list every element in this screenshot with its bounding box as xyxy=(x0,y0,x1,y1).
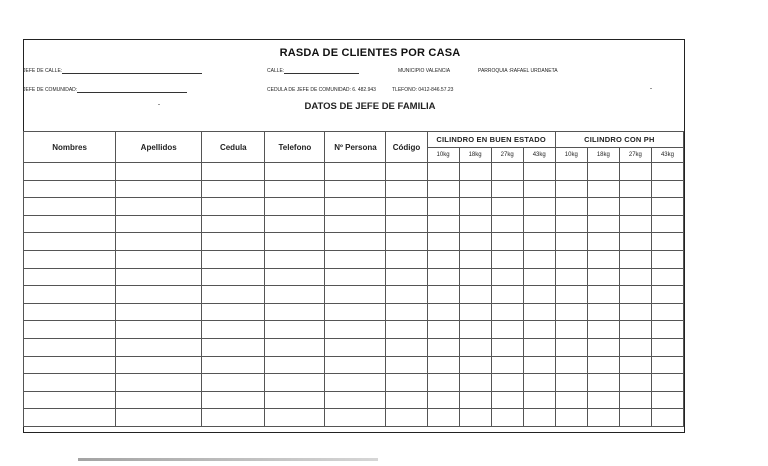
table-cell[interactable] xyxy=(619,233,651,251)
table-cell[interactable] xyxy=(386,409,427,427)
table-cell[interactable] xyxy=(491,180,523,198)
table-row xyxy=(24,163,684,181)
table-cell[interactable] xyxy=(325,233,386,251)
table-cell[interactable] xyxy=(555,374,587,392)
table-cell[interactable] xyxy=(116,303,202,321)
table-cell[interactable] xyxy=(555,303,587,321)
table-row xyxy=(24,215,684,233)
table-cell[interactable] xyxy=(523,250,555,268)
table-cell[interactable] xyxy=(523,391,555,409)
table-cell[interactable] xyxy=(651,391,683,409)
table-cell[interactable] xyxy=(587,409,619,427)
table-cell[interactable] xyxy=(587,303,619,321)
table-row xyxy=(24,321,684,339)
table-cell[interactable] xyxy=(386,338,427,356)
table-cell[interactable] xyxy=(116,268,202,286)
table-cell[interactable] xyxy=(265,321,325,339)
table-cell[interactable] xyxy=(265,250,325,268)
unit-18kg: 18kg xyxy=(459,148,491,163)
table-cell[interactable] xyxy=(651,233,683,251)
table-cell[interactable] xyxy=(523,215,555,233)
col-nombres: Nombres xyxy=(24,132,116,163)
table-cell[interactable] xyxy=(587,374,619,392)
table-cell[interactable] xyxy=(325,198,386,216)
table-cell[interactable] xyxy=(587,180,619,198)
table-cell[interactable] xyxy=(386,233,427,251)
table-cell[interactable] xyxy=(116,286,202,304)
table-cell[interactable] xyxy=(116,215,202,233)
table-body xyxy=(24,163,684,427)
table-row xyxy=(24,303,684,321)
table-cell[interactable] xyxy=(491,163,523,181)
table-cell[interactable] xyxy=(325,215,386,233)
table-cell[interactable] xyxy=(651,180,683,198)
table-cell[interactable] xyxy=(386,268,427,286)
table-cell[interactable] xyxy=(265,303,325,321)
col-n-persona: Nº Persona xyxy=(325,132,386,163)
unit-43kg: 43kg xyxy=(651,148,683,163)
table-cell[interactable] xyxy=(265,409,325,427)
table-cell[interactable] xyxy=(202,321,265,339)
table-cell[interactable] xyxy=(459,321,491,339)
table-cell[interactable] xyxy=(523,303,555,321)
table-cell[interactable] xyxy=(651,356,683,374)
table-cell[interactable] xyxy=(651,286,683,304)
table-cell[interactable] xyxy=(325,374,386,392)
table-cell[interactable] xyxy=(587,198,619,216)
table-cell[interactable] xyxy=(202,303,265,321)
scan-speck xyxy=(650,88,652,89)
table-cell[interactable] xyxy=(427,321,459,339)
table-cell[interactable] xyxy=(523,286,555,304)
table-cell[interactable] xyxy=(325,356,386,374)
col-telefono: Telefono xyxy=(265,132,325,163)
table-cell[interactable] xyxy=(427,268,459,286)
table-cell[interactable] xyxy=(491,268,523,286)
clients-table xyxy=(23,131,684,427)
table-cell[interactable] xyxy=(325,286,386,304)
table-cell[interactable] xyxy=(555,268,587,286)
table-cell[interactable] xyxy=(265,391,325,409)
table-cell[interactable] xyxy=(116,180,202,198)
table-cell[interactable] xyxy=(116,321,202,339)
table-cell[interactable] xyxy=(325,391,386,409)
col-codigo: Código xyxy=(386,132,427,163)
table-row xyxy=(24,233,684,251)
telefono-text: TLEFONO: 0412-846.57.23 xyxy=(392,87,454,93)
table-cell[interactable] xyxy=(386,180,427,198)
table-cell[interactable] xyxy=(202,198,265,216)
table-cell[interactable] xyxy=(619,303,651,321)
table-cell[interactable] xyxy=(651,374,683,392)
table-cell[interactable] xyxy=(427,250,459,268)
table-row xyxy=(24,338,684,356)
unit-27kg: 27kg xyxy=(619,148,651,163)
table-cell[interactable] xyxy=(491,356,523,374)
table-cell[interactable] xyxy=(459,163,491,181)
table-cell[interactable] xyxy=(325,338,386,356)
calle-label: CALLE: xyxy=(267,68,285,74)
table-cell[interactable] xyxy=(116,409,202,427)
table-cell[interactable] xyxy=(619,215,651,233)
table-cell[interactable] xyxy=(555,250,587,268)
table-cell[interactable] xyxy=(427,374,459,392)
table-cell[interactable] xyxy=(427,409,459,427)
table-cell[interactable] xyxy=(651,198,683,216)
table-cell[interactable] xyxy=(587,163,619,181)
table-cell[interactable] xyxy=(24,391,116,409)
table-cell[interactable] xyxy=(459,374,491,392)
table-cell[interactable] xyxy=(459,409,491,427)
table-cell[interactable] xyxy=(265,163,325,181)
table-cell[interactable] xyxy=(491,409,523,427)
table-cell[interactable] xyxy=(555,321,587,339)
table-cell[interactable] xyxy=(587,356,619,374)
group-cilindro-con-ph: CILINDRO CON PH xyxy=(555,132,683,148)
table-cell[interactable] xyxy=(265,286,325,304)
table-cell[interactable] xyxy=(523,198,555,216)
table-cell[interactable] xyxy=(202,268,265,286)
table-cell[interactable] xyxy=(459,286,491,304)
table-cell[interactable] xyxy=(523,233,555,251)
form-title: RASDA DE CLIENTES POR CASA xyxy=(279,47,461,59)
table-cell[interactable] xyxy=(265,268,325,286)
table-cell[interactable] xyxy=(427,180,459,198)
table-cell[interactable] xyxy=(427,163,459,181)
table-cell[interactable] xyxy=(265,356,325,374)
table-cell[interactable] xyxy=(24,321,116,339)
table-cell[interactable] xyxy=(386,286,427,304)
table-cell[interactable] xyxy=(265,198,325,216)
header-row-groups xyxy=(24,132,684,148)
table-cell[interactable] xyxy=(427,338,459,356)
parroquia-text: PARROQUIA :RAFAEL URDANETA xyxy=(478,68,558,74)
table-cell[interactable] xyxy=(491,233,523,251)
jefe-calle-blank[interactable] xyxy=(62,68,202,74)
table-cell[interactable] xyxy=(427,391,459,409)
table-cell[interactable] xyxy=(325,321,386,339)
table-row xyxy=(24,356,684,374)
table-cell[interactable] xyxy=(555,409,587,427)
table-cell[interactable] xyxy=(619,250,651,268)
table-cell[interactable] xyxy=(202,286,265,304)
table-cell[interactable] xyxy=(523,338,555,356)
jefe-comunidad-label: JEFE DE COMUNIDAD: xyxy=(23,87,78,93)
table-cell[interactable] xyxy=(427,356,459,374)
table-cell[interactable] xyxy=(427,233,459,251)
table-cell[interactable] xyxy=(491,303,523,321)
table-cell[interactable] xyxy=(24,163,116,181)
table-cell[interactable] xyxy=(24,286,116,304)
table-cell[interactable] xyxy=(386,163,427,181)
jefe-comunidad-blank[interactable] xyxy=(77,87,187,93)
table-cell[interactable] xyxy=(619,286,651,304)
cedula-jefe-text: CEDULA DE JEFE DE COMUNIDAD: 6. 482.943 xyxy=(267,87,376,93)
table-cell[interactable] xyxy=(116,356,202,374)
table-cell[interactable] xyxy=(619,180,651,198)
calle-blank[interactable] xyxy=(284,68,359,74)
table-cell[interactable] xyxy=(587,391,619,409)
table-row xyxy=(24,391,684,409)
table-row xyxy=(24,374,684,392)
table-cell[interactable] xyxy=(265,233,325,251)
table-cell[interactable] xyxy=(325,250,386,268)
calle-field xyxy=(267,68,359,74)
table-cell[interactable] xyxy=(651,409,683,427)
table-cell[interactable] xyxy=(459,233,491,251)
table-cell[interactable] xyxy=(555,286,587,304)
table-cell[interactable] xyxy=(619,163,651,181)
table-cell[interactable] xyxy=(491,374,523,392)
table-cell[interactable] xyxy=(202,391,265,409)
scan-speck xyxy=(158,104,160,105)
table-cell[interactable] xyxy=(459,198,491,216)
table-cell[interactable] xyxy=(24,215,116,233)
table-cell[interactable] xyxy=(427,198,459,216)
section-subtitle: DATOS DE JEFE DE FAMILIA xyxy=(304,101,436,112)
table-cell[interactable] xyxy=(523,268,555,286)
table-cell[interactable] xyxy=(555,215,587,233)
unit-18kg: 18kg xyxy=(587,148,619,163)
table-cell[interactable] xyxy=(587,215,619,233)
table-cell[interactable] xyxy=(459,250,491,268)
table-cell[interactable] xyxy=(491,215,523,233)
table-cell[interactable] xyxy=(491,286,523,304)
table-cell[interactable] xyxy=(202,233,265,251)
table-cell[interactable] xyxy=(265,215,325,233)
table-cell[interactable] xyxy=(555,198,587,216)
table-cell[interactable] xyxy=(202,163,265,181)
table-row xyxy=(24,409,684,427)
table-cell[interactable] xyxy=(202,215,265,233)
table-cell[interactable] xyxy=(459,303,491,321)
table-cell[interactable] xyxy=(427,303,459,321)
table-row xyxy=(24,286,684,304)
table-cell[interactable] xyxy=(427,286,459,304)
table-cell[interactable] xyxy=(116,391,202,409)
table-cell[interactable] xyxy=(202,250,265,268)
table-cell[interactable] xyxy=(386,391,427,409)
table-cell[interactable] xyxy=(651,303,683,321)
table-cell[interactable] xyxy=(555,338,587,356)
unit-27kg: 27kg xyxy=(491,148,523,163)
table-cell[interactable] xyxy=(523,409,555,427)
table-cell[interactable] xyxy=(491,338,523,356)
table-cell[interactable] xyxy=(651,250,683,268)
table-cell[interactable] xyxy=(202,356,265,374)
table-cell[interactable] xyxy=(24,338,116,356)
table-cell[interactable] xyxy=(523,321,555,339)
unit-10kg: 10kg xyxy=(427,148,459,163)
municipio-text: MUNICIPIO VALENCIA xyxy=(398,68,451,74)
table-cell[interactable] xyxy=(523,180,555,198)
table-cell[interactable] xyxy=(325,409,386,427)
table-cell[interactable] xyxy=(265,338,325,356)
table-cell[interactable] xyxy=(459,268,491,286)
group-cilindro-buen-estado: CILINDRO EN BUEN ESTADO xyxy=(427,132,555,148)
table-cell[interactable] xyxy=(491,391,523,409)
table-cell[interactable] xyxy=(459,356,491,374)
table-cell[interactable] xyxy=(523,356,555,374)
table-cell[interactable] xyxy=(202,338,265,356)
table-cell[interactable] xyxy=(265,180,325,198)
table-cell[interactable] xyxy=(427,215,459,233)
col-apellidos: Apellidos xyxy=(116,132,202,163)
table-cell[interactable] xyxy=(619,374,651,392)
table-cell[interactable] xyxy=(24,180,116,198)
table-cell[interactable] xyxy=(619,321,651,339)
table-cell[interactable] xyxy=(325,268,386,286)
table-cell[interactable] xyxy=(587,321,619,339)
table-cell[interactable] xyxy=(386,198,427,216)
table-cell[interactable] xyxy=(555,163,587,181)
table-cell[interactable] xyxy=(325,180,386,198)
table-cell[interactable] xyxy=(24,303,116,321)
table-cell[interactable] xyxy=(386,374,427,392)
table-cell[interactable] xyxy=(491,198,523,216)
table-cell[interactable] xyxy=(651,163,683,181)
table-cell[interactable] xyxy=(555,391,587,409)
table-cell[interactable] xyxy=(523,374,555,392)
table-cell[interactable] xyxy=(116,233,202,251)
scan-edge-mark xyxy=(78,458,378,461)
table-cell[interactable] xyxy=(386,250,427,268)
table-row xyxy=(24,268,684,286)
table-cell[interactable] xyxy=(619,391,651,409)
jefe-comunidad-field xyxy=(23,87,187,93)
table-cell[interactable] xyxy=(587,338,619,356)
jefe-calle-label: JEFE DE CALLE: xyxy=(23,68,63,74)
table-cell[interactable] xyxy=(325,303,386,321)
table-cell[interactable] xyxy=(491,250,523,268)
table-row xyxy=(24,198,684,216)
table-cell[interactable] xyxy=(116,250,202,268)
unit-10kg: 10kg xyxy=(555,148,587,163)
table-cell[interactable] xyxy=(386,215,427,233)
table-cell[interactable] xyxy=(555,180,587,198)
table-row xyxy=(24,180,684,198)
table-cell[interactable] xyxy=(523,163,555,181)
table-cell[interactable] xyxy=(619,409,651,427)
table-cell[interactable] xyxy=(619,356,651,374)
table-cell[interactable] xyxy=(619,338,651,356)
table-cell[interactable] xyxy=(651,215,683,233)
table-cell[interactable] xyxy=(459,338,491,356)
table-cell[interactable] xyxy=(619,268,651,286)
table-cell[interactable] xyxy=(491,321,523,339)
table-cell[interactable] xyxy=(202,409,265,427)
table-cell[interactable] xyxy=(24,356,116,374)
table-cell[interactable] xyxy=(651,321,683,339)
table-cell[interactable] xyxy=(651,338,683,356)
table-cell[interactable] xyxy=(116,374,202,392)
table-cell[interactable] xyxy=(116,163,202,181)
table-cell[interactable] xyxy=(587,233,619,251)
table-cell[interactable] xyxy=(619,198,651,216)
table-cell[interactable] xyxy=(265,374,325,392)
table-cell[interactable] xyxy=(459,180,491,198)
table-cell[interactable] xyxy=(24,374,116,392)
unit-43kg: 43kg xyxy=(523,148,555,163)
table-cell[interactable] xyxy=(386,303,427,321)
table-cell[interactable] xyxy=(651,268,683,286)
jefe-calle-field xyxy=(23,68,202,74)
table-cell[interactable] xyxy=(386,356,427,374)
table-row xyxy=(24,250,684,268)
table-cell[interactable] xyxy=(116,198,202,216)
table-cell[interactable] xyxy=(587,268,619,286)
table-cell[interactable] xyxy=(116,338,202,356)
table-cell[interactable] xyxy=(202,180,265,198)
table-cell[interactable] xyxy=(24,409,116,427)
table-cell[interactable] xyxy=(459,391,491,409)
table-cell[interactable] xyxy=(24,233,116,251)
col-cedula: Cedula xyxy=(202,132,265,163)
table-cell[interactable] xyxy=(555,356,587,374)
table-cell[interactable] xyxy=(587,250,619,268)
table-cell[interactable] xyxy=(386,321,427,339)
table-cell[interactable] xyxy=(24,198,116,216)
table-cell[interactable] xyxy=(24,268,116,286)
table-cell[interactable] xyxy=(555,233,587,251)
table-cell[interactable] xyxy=(202,374,265,392)
table-cell[interactable] xyxy=(325,163,386,181)
table-cell[interactable] xyxy=(24,250,116,268)
table-cell[interactable] xyxy=(587,286,619,304)
table-cell[interactable] xyxy=(459,215,491,233)
